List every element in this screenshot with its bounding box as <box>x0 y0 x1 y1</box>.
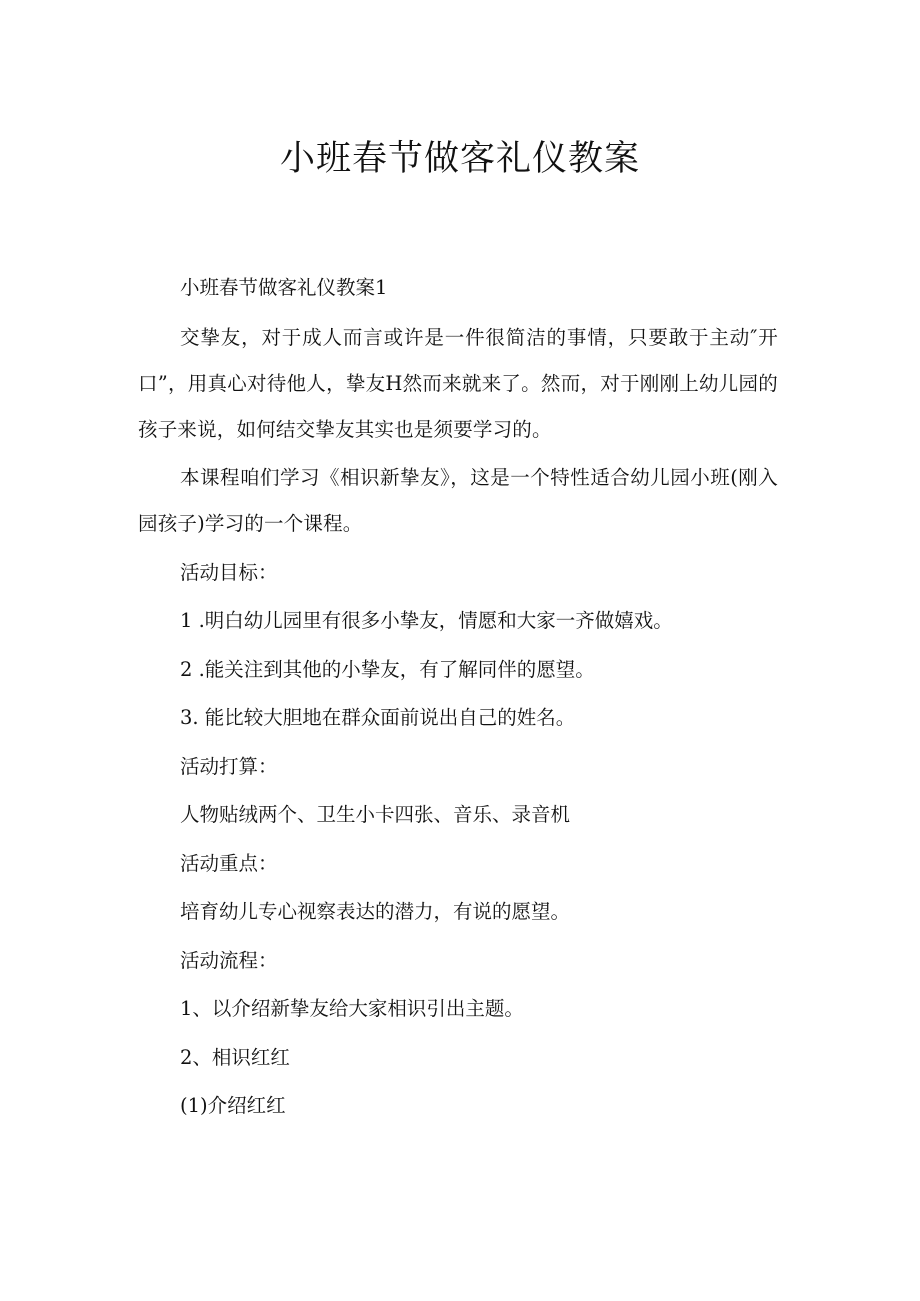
section-subtitle: 小班春节做客礼仪教案1 <box>180 276 388 299</box>
goals-heading: 活动目标： <box>180 560 278 584</box>
focus-heading: 活动重点： <box>180 851 278 875</box>
process-item-2: 2、相识红红 <box>180 1045 290 1069</box>
process-item-1: 1、以介绍新挚友给大家相识引出主题。 <box>180 997 524 1020</box>
process-item-3: (1)介绍红红 <box>180 1094 286 1117</box>
document-body <box>138 264 778 1131</box>
document-title: 小班春节做客礼仪教案 <box>279 139 640 179</box>
prep-text: 人物贴绒两个、卫生小卡四张、音乐、录音机 <box>180 803 571 826</box>
process-heading: 活动流程： <box>180 948 278 972</box>
paragraph-course: 本课程咱们学习《相识新挚友》，这是一个特性适合幼儿园小班(刚入园孩子)学习的一个课程。 <box>138 465 778 535</box>
paragraph-intro: 交挚友，对于成人而言或许是一件很简洁的事情，只要敢于主动″开口”，用真心对待他人，挚友H然而来就来了。然而，对于刚刚上幼儿园的孩子来说，如何结交挚友其实也是须要学习的。 <box>138 325 778 441</box>
focus-text: 培育幼儿专心视察表达的潜力，有说的愿望。 <box>180 900 571 923</box>
prep-heading: 活动打算： <box>180 754 278 778</box>
goal-item-2: 2 .能关注到其他的小挚友，有了解同伴的愿望。 <box>180 657 595 681</box>
goal-item-1: 1 .明白幼儿园里有很多小挚友，情愿和大家一齐做嬉戏。 <box>180 609 673 632</box>
goal-item-3: 3. 能比较大胆地在群众面前说出自己的姓名。 <box>180 706 576 729</box>
